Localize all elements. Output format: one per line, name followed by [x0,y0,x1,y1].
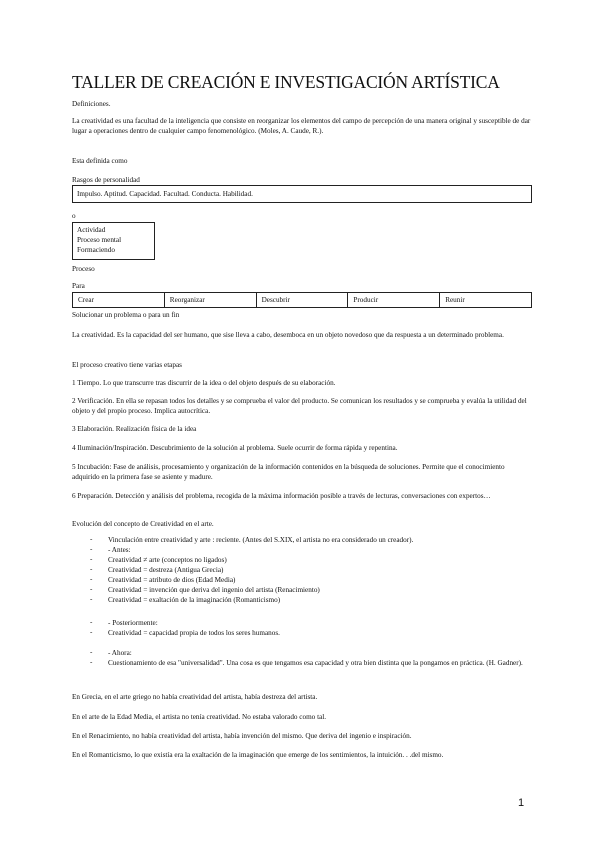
list-dash: - [90,658,93,666]
creatividad-definition: La creatividad. Es la capacidad del ser humano, que sise lleva a cabo, desemboca en un objeto novedoso que da respuesta a un determinado problema. [72,331,504,339]
para-cell: Reorganizar [164,293,256,308]
list-dash: - [90,545,93,553]
activity-item: Formaciendo [77,246,115,254]
list-dash: - [90,628,93,636]
small-o-marker: o [72,212,76,220]
activity-item: Proceso mental [77,236,122,244]
para-cell: Producir [348,293,440,308]
definition-paragraph: La creatividad es una facultad de la inteligencia que consiste en reorganizar los elementos del campo de percepción de una manera original y susceptible de dar lugar a operaciones dentro de cualquier campo fenomenológico. (Moles, A. Caude, R.). [72,117,531,135]
page-number: 1 [518,797,525,809]
stage-item: 5 Incubación: Fase de análisis, procesamiento y organización de la información contenidos en la búsqueda de soluciones. Permite que el conocimiento adquirido en la primera fase se asiente y madure. [72,463,505,481]
list-item: Creatividad = atributo de dios (Edad Media) [108,576,236,584]
rasgos-box [72,185,532,203]
para-table [72,292,532,308]
list-item: - Ahora: [108,649,132,657]
list-item: Creatividad = invención que deriva del ingenio del artista (Renacimiento) [108,586,320,594]
closing-paragraph: En Grecia, en el arte griego no había creatividad del artista, había destreza del artista. [72,693,318,701]
definitions-label: Definiciones. [72,100,111,108]
list-dash: - [90,555,93,563]
etapas-heading: El proceso creativo tiene varias etapas [72,361,182,369]
closing-paragraph: En el Romanticismo, lo que existía era la exaltación de la imaginación que emerge de los sentimientos, la intuición. . .del mismo. [72,751,444,759]
stage-item: 2 Verificación. En ella se repasan todos los detalles y se comprueba el valor del producto. Se comunican los resultados y se comprueba y evalúa la utilidad del objeto y del propio proceso. Implica autocrítica. [72,397,527,415]
list-item: Vinculación entre creatividad y arte : reciente. (Antes del S.XIX, el artista no era considerado un creador). [108,536,414,544]
evolucion-heading: Evolución del concepto de Creatividad en el arte. [72,520,214,528]
para-label: Para [72,282,85,290]
list-item: - Antes: [108,546,131,554]
list-dash: - [90,618,93,626]
para-cell: Crear [73,293,165,308]
list-item: Creatividad = capacidad propia de todos los seres humanos. [108,629,280,637]
stage-item: 6 Preparación. Detección y análisis del problema, recogida de la máxima información posible a través de lecturas, conversaciones con expertos… [72,492,491,500]
list-dash: - [90,535,93,543]
closing-paragraph: En el arte de la Edad Media, el artista no tenía creatividad. No estaba valorado como tal. [72,713,327,721]
list-dash: - [90,648,93,656]
list-item: - Posteriormente: [108,619,158,627]
para-cell: Reunir [440,293,532,308]
solucionar-text: Solucionar un problema o para un fin [72,311,180,319]
stage-item: 3 Elaboración. Realización física de la idea [72,425,197,433]
page-title: TALLER DE CREACIÓN E INVESTIGACIÓN ARTÍSTICA [72,72,500,92]
rasgos-box-text: Impulso. Aptitud. Capacidad. Facultad. Conducta. Habilidad. [77,190,253,198]
para-table-row [73,293,532,308]
activity-box [72,222,155,260]
list-dash: - [90,585,93,593]
list-item: Creatividad ≠ arte (conceptos no ligados) [108,556,227,564]
activity-box-list [73,223,154,257]
list-dash: - [90,565,93,573]
rasgos-label: Rasgos de personalidad [72,176,140,184]
closing-paragraph: En el Renacimiento, no había creatividad del artista, había invención del mismo. Que deriva del ingenio e inspiración. [72,732,412,740]
stage-item: 4 Iluminación/Inspiración. Descubrimiento de la solución al problema. Suele ocurrir de forma rápida y repentina. [72,444,398,452]
list-dash: - [90,575,93,583]
para-cell: Descubrir [256,293,348,308]
list-item: Cuestionamiento de esa "universalidad". Una cosa es que tengamos esa capacidad y otra bien distinta que la pongamos en práctica. (H. Gadner). [108,659,523,667]
proceso-label: Proceso [72,265,95,273]
list-item: Creatividad = destreza (Antigua Grecia) [108,566,224,574]
list-item: Creatividad = exaltación de la imaginación (Romanticismo) [108,596,281,604]
stage-item: 1 Tiempo. Lo que transcurre tras discurrir de la idea o del objeto después de su elaboración. [72,379,336,387]
activity-item: Actividad [77,226,106,234]
defined-as-label: Esta definida como [72,157,128,165]
list-dash: - [90,595,93,603]
